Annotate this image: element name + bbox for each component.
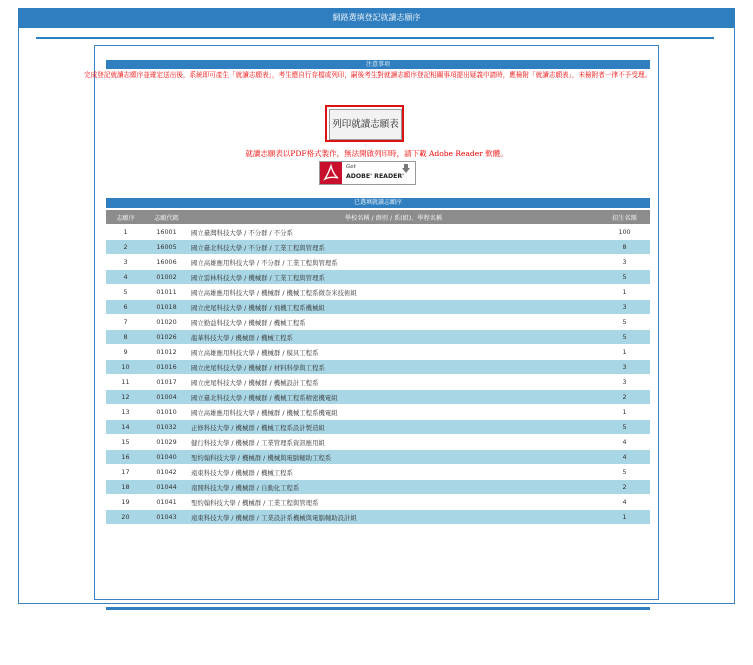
cell-order: 2 [106,240,145,255]
cell-school: 國立高雄應用科技大學 / 機械群 / 機械工程系機電組 [188,405,599,420]
cell-quota: 5 [599,465,650,480]
cell-school: 遠東科技大學 / 機械群 / 機械工程系 [188,465,599,480]
cell-order: 19 [106,495,145,510]
cell-code: 16006 [145,255,188,270]
table-row [106,285,650,300]
cell-order: 13 [106,405,145,420]
outer-divider [36,37,714,39]
table-row [106,405,650,420]
table-row [106,465,650,480]
cell-school: 國立臺北科技大學 / 機械群 / 機械工程系精密機電組 [188,390,599,405]
cell-school: 國立臺北科技大學 / 不分群 / 工業工程與管理系 [188,240,599,255]
table-row [106,435,650,450]
table-row [106,345,650,360]
notice-heading: 注意事項 [106,60,650,69]
cell-order: 4 [106,270,145,285]
cell-code: 01011 [145,285,188,300]
cell-quota: 3 [599,255,650,270]
table-row [106,510,650,525]
table-row [106,240,650,255]
cell-code: 01041 [145,495,188,510]
print-preference-form-button[interactable] [325,105,404,142]
cell-quota: 5 [599,270,650,285]
table-row [106,375,650,390]
cell-order: 16 [106,450,145,465]
cell-code: 01029 [145,435,188,450]
cell-code: 16005 [145,240,188,255]
cell-code: 01016 [145,360,188,375]
cell-quota: 1 [599,405,650,420]
cell-order: 9 [106,345,145,360]
cell-quota: 1 [599,510,650,525]
table-header-row [106,210,650,225]
table-bottom-rule [106,607,650,610]
cell-quota: 2 [599,480,650,495]
cell-quota: 4 [599,450,650,465]
selected-list-heading: 已選填就讀志願序 [106,198,650,208]
cell-code: 01020 [145,315,188,330]
cell-code: 01018 [145,300,188,315]
cell-school: 聖約翰科技大學 / 機械群 / 機械與電腦輔助工程系 [188,450,599,465]
cell-quota: 1 [599,285,650,300]
page-title-bar [18,8,735,28]
cell-order: 15 [106,435,145,450]
table-row [106,480,650,495]
cell-school: 國立高雄應用科技大學 / 不分群 / 工業工程與管理系 [188,255,599,270]
cell-school: 國立臺灣科技大學 / 不分群 / 不分系 [188,225,599,240]
column-header-quota: 招生名額 [599,210,650,225]
table-row [106,270,650,285]
cell-code: 01032 [145,420,188,435]
table-row [106,300,650,315]
cell-order: 7 [106,315,145,330]
cell-quota: 5 [599,330,650,345]
cell-order: 14 [106,420,145,435]
cell-code: 01042 [145,465,188,480]
cell-code: 01044 [145,480,188,495]
cell-order: 3 [106,255,145,270]
cell-quota: 100 [599,225,650,240]
cell-code: 01040 [145,450,188,465]
cell-order: 11 [106,375,145,390]
column-header-school: 學校名稱 / 群別 / 系(組)、學程名稱 [188,210,599,225]
cell-order: 8 [106,330,145,345]
cell-order: 5 [106,285,145,300]
cell-order: 6 [106,300,145,315]
cell-quota: 1 [599,345,650,360]
print-button-label: 列印就讀志願表 [329,109,402,140]
cell-order: 20 [106,510,145,525]
table-row [106,420,650,435]
page-title: 網路選填登記就讀志願序 [332,13,421,22]
cell-code: 16001 [145,225,188,240]
adobe-reader-text: ADOBE' READER' [346,173,404,180]
cell-code: 01017 [145,375,188,390]
cell-school: 健行科技大學 / 機械群 / 工業管理系資訊應用組 [188,435,599,450]
cell-school: 國立虎尾科技大學 / 機械群 / 材料科學與工程系 [188,360,599,375]
cell-code: 01004 [145,390,188,405]
cell-order: 17 [106,465,145,480]
pdf-note: 就讀志願表以PDF格式製作，無法開啟列印時，請下載 Adobe Reader 軟體。 [245,149,508,158]
column-header-order: 志願序 [106,210,145,225]
preference-table [106,210,650,524]
cell-quota: 4 [599,435,650,450]
cell-school: 國立虎尾科技大學 / 機械群 / 機械設計工程系 [188,375,599,390]
table-row [106,390,650,405]
cell-quota: 3 [599,360,650,375]
cell-school: 遠東科技大學 / 機械群 / 工業設計系機械與電腦輔助設計組 [188,510,599,525]
cell-code: 01012 [145,345,188,360]
cell-quota: 3 [599,300,650,315]
cell-code: 01010 [145,405,188,420]
cell-order: 10 [106,360,145,375]
cell-school: 龍華科技大學 / 機械群 / 機械工程系 [188,330,599,345]
table-row [106,450,650,465]
notice-text: 完成登記就讀志願序並確定送出後，系統即可產生「就讀志願表」，考生應自行存檔或列印，嗣後考生對就讀志願序登記相關事項提出疑義申請時，應檢附「就讀志願表」，未檢附者一律不予受理。 [84,71,652,79]
cell-school: 聖約翰科技大學 / 機械群 / 工業工程與管理系 [188,495,599,510]
table-row [106,255,650,270]
cell-order: 1 [106,225,145,240]
cell-code: 01002 [145,270,188,285]
table-row [106,225,650,240]
download-arrow-icon [402,164,410,173]
cell-school: 正修科技大學 / 機械群 / 機械工程系設計製造組 [188,420,599,435]
adobe-logo-icon [320,162,342,184]
adobe-get-text: Get [346,164,356,170]
table-row [106,330,650,345]
cell-school: 南開科技大學 / 機械群 / 自動化工程系 [188,480,599,495]
cell-school: 國立雲林科技大學 / 機械群 / 工業工程與管理系 [188,270,599,285]
get-adobe-reader-button[interactable] [319,161,416,185]
cell-school: 國立虎尾科技大學 / 機械群 / 飛機工程系機械組 [188,300,599,315]
table-row [106,315,650,330]
cell-code: 01043 [145,510,188,525]
column-header-code: 志願代碼 [145,210,188,225]
cell-school: 國立勤益科技大學 / 機械群 / 機械工程系 [188,315,599,330]
cell-order: 12 [106,390,145,405]
content-panel [84,45,659,600]
cell-code: 01026 [145,330,188,345]
cell-quota: 4 [599,495,650,510]
cell-quota: 3 [599,375,650,390]
cell-quota: 5 [599,315,650,330]
cell-school: 國立高雄應用科技大學 / 機械群 / 機械工程系微奈米技術組 [188,285,599,300]
table-row [106,360,650,375]
table-row [106,495,650,510]
cell-school: 國立高雄應用科技大學 / 機械群 / 模具工程系 [188,345,599,360]
cell-quota: 2 [599,390,650,405]
cell-order: 18 [106,480,145,495]
cell-quota: 5 [599,420,650,435]
cell-quota: 8 [599,240,650,255]
